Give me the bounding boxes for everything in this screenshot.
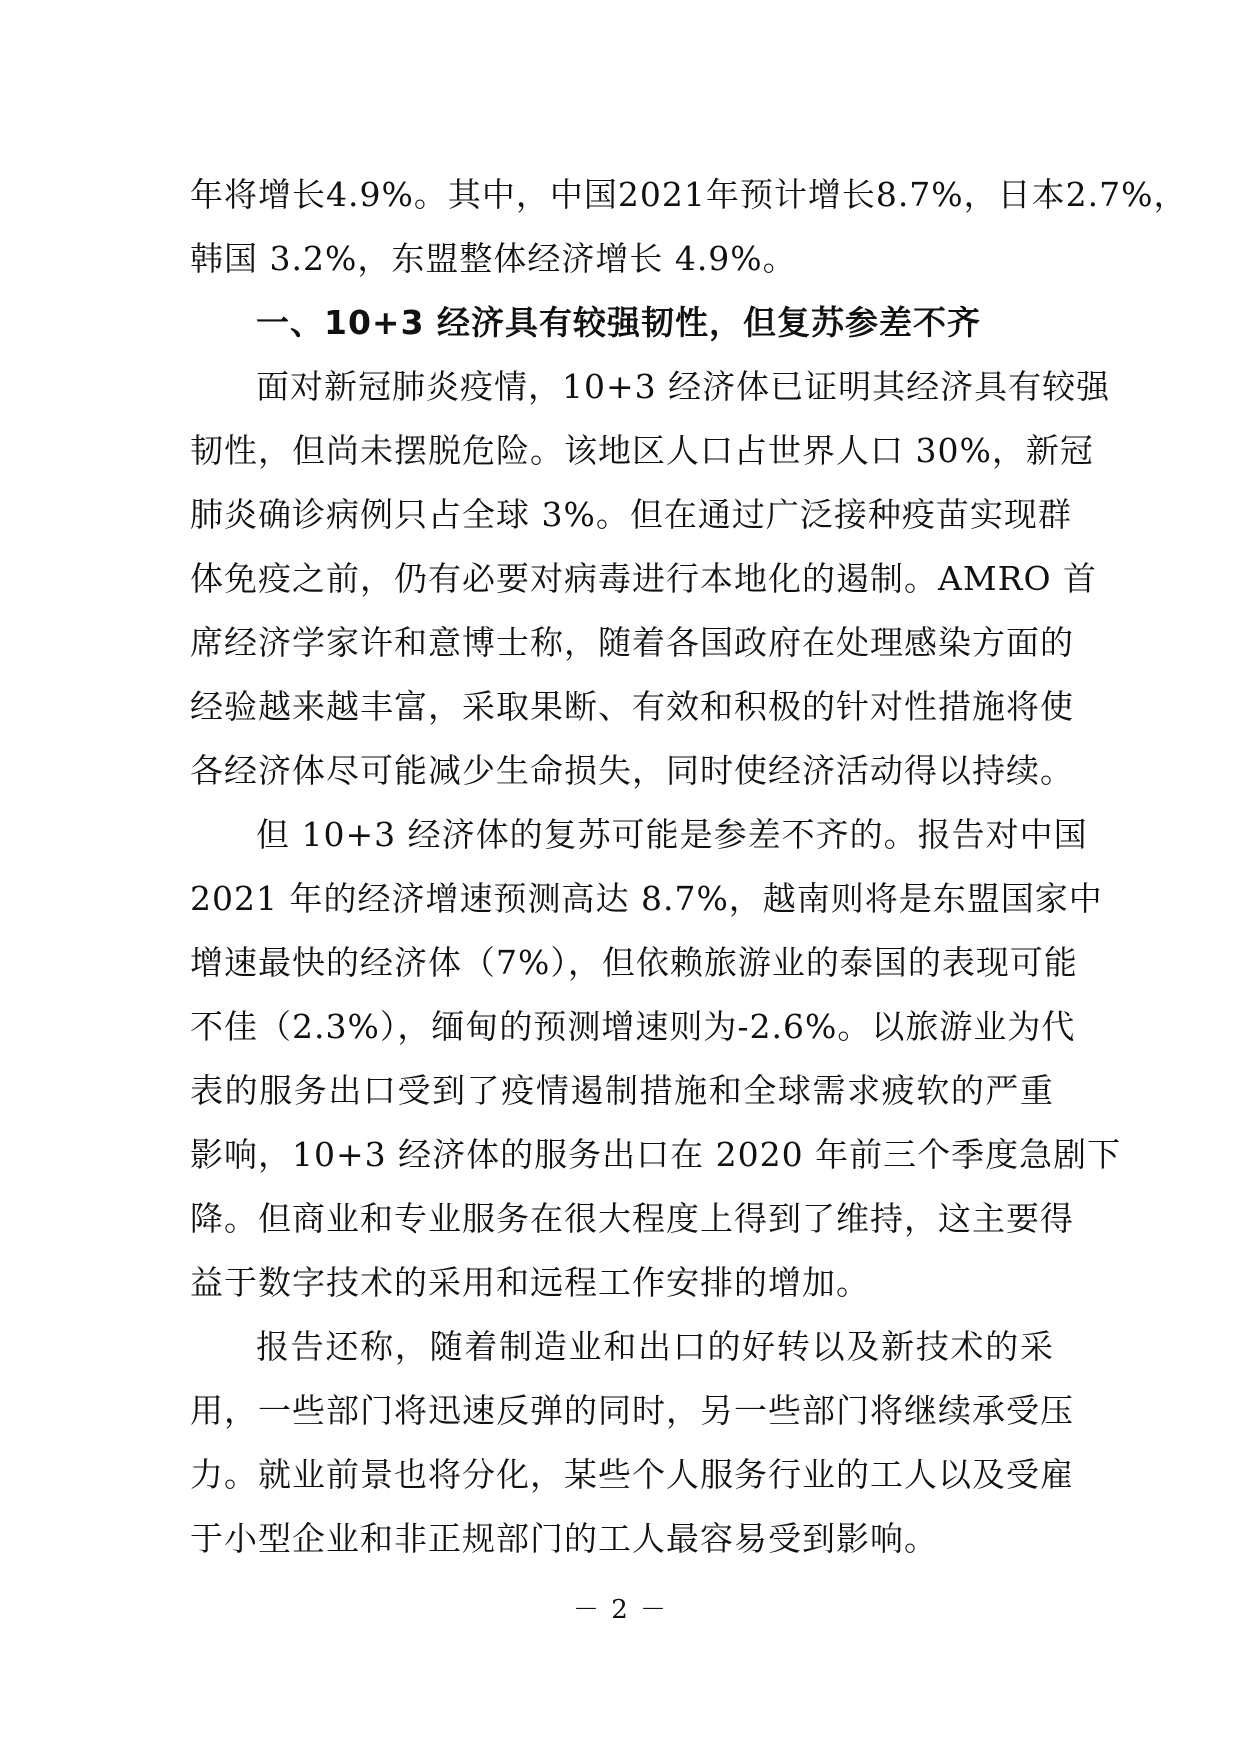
paragraph-line: 2021 年的经济增速预测高达 8.7%，越南则将是东盟国家中 [190, 879, 1103, 918]
paragraph-line: 体免疫之前，仍有必要对病毒进行本地化的遏制。AMRO 首 [190, 559, 1098, 598]
paragraph-line: 但 10+3 经济体的复苏可能是参差不齐的。报告对中国 [256, 815, 1088, 854]
paragraph-line: 于小型企业和非正规部门的工人最容易受到影响。 [190, 1519, 938, 1558]
paragraph-line: 经验越来越丰富，采取果断、有效和积极的针对性措施将使 [190, 687, 1074, 726]
paragraph-line: 用，一些部门将迅速反弹的同时，另一些部门将继续承受压 [190, 1391, 1074, 1430]
section-heading: 一、10+3 经济具有较强韧性，但复苏参差不齐 [256, 303, 982, 342]
paragraph-line: 增速最快的经济体（7%），但依赖旅游业的泰国的表现可能 [190, 943, 1078, 982]
paragraph-line: 益于数字技术的采用和远程工作安排的增加。 [190, 1263, 870, 1302]
document-body [190, 163, 1188, 1571]
paragraph-line: 表的服务出口受到了疫情遏制措施和全球需求疲软的严重 [190, 1071, 1054, 1110]
paragraph-line: 席经济学家许和意博士称，随着各国政府在处理感染方面的 [190, 623, 1074, 662]
paragraph-line: 影响，10+3 经济体的服务出口在 2020 年前三个季度急剧下 [190, 1135, 1122, 1174]
paragraph-line: 降。但商业和专业服务在很大程度上得到了维持，这主要得 [190, 1199, 1074, 1238]
paragraph-line: 韧性，但尚未摆脱危险。该地区人口占世界人口 30%，新冠 [190, 431, 1094, 470]
paragraph-line: 年将增长4.9%。其中，中国2021年预计增长8.7%，日本2.7%， [190, 175, 1188, 214]
paragraph-line: 面对新冠肺炎疫情，10+3 经济体已证明其经济具有较强 [256, 367, 1111, 406]
paragraph-line: 各经济体尽可能减少生命损失，同时使经济活动得以持续。 [190, 751, 1074, 790]
paragraph-line: 不佳（2.3%），缅甸的预测增速则为-2.6%。以旅游业为代 [190, 1007, 1076, 1046]
page-number: － 2 － [572, 1595, 669, 1625]
paragraph-line: 力。就业前景也将分化，某些个人服务行业的工人以及受雇 [190, 1455, 1074, 1494]
paragraph-line: 韩国 3.2%，东盟整体经济增长 4.9%。 [190, 239, 797, 278]
paragraph-line: 肺炎确诊病例只占全球 3%。但在通过广泛接种疫苗实现群 [190, 495, 1072, 534]
paragraph-line: 报告还称，随着制造业和出口的好转以及新技术的采 [256, 1327, 1054, 1366]
